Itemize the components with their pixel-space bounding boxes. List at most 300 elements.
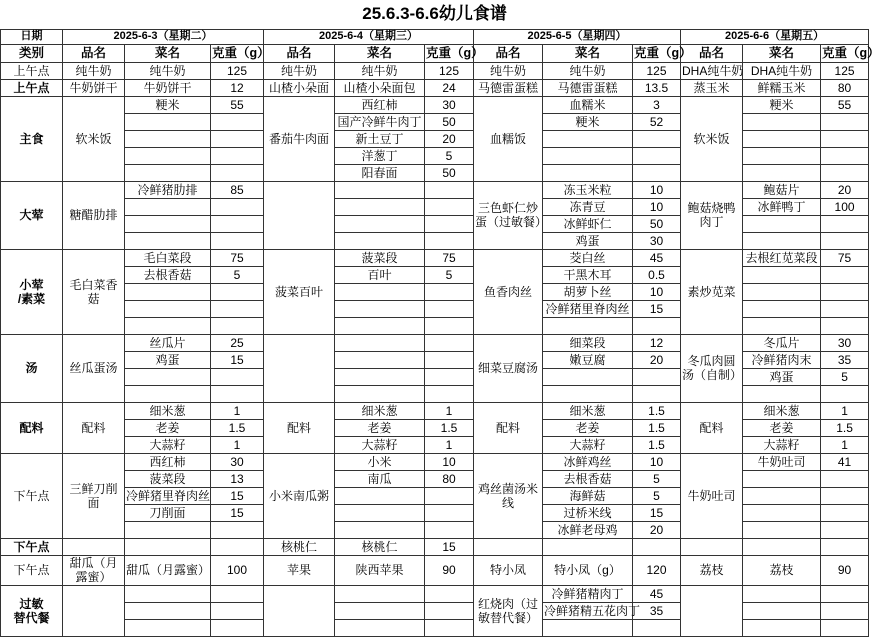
ingredient-cell: 冻青豆 [543,198,633,215]
weight-cell [211,368,264,385]
dish-cell: 牛奶饼干 [63,79,125,96]
weight-cell: 100 [821,198,869,215]
category-cell: 上午点 [1,62,63,79]
category-cell: 小荤 /素菜 [1,249,63,334]
ingredient-cell [125,164,211,181]
dish-cell: 核桃仁 [264,538,335,555]
weight-cell [821,130,869,147]
category-cell: 配料 [1,402,63,453]
page-title: 25.6.3-6.6幼儿食谱 [362,4,507,24]
weight-cell: 13 [211,470,264,487]
ingredient-cell: 胡萝卜丝 [543,283,633,300]
ingredient-cell [543,147,633,164]
ingredient-cell [743,215,821,232]
weight-cell: 50 [633,215,681,232]
dish-cell: 三色虾仁炒蛋（过敏餐） [474,181,543,249]
ingredient-cell: 细菜段 [543,334,633,351]
ingredient-cell [335,283,425,300]
ingredient-cell: 嫩豆腐 [543,351,633,368]
weight-cell [211,317,264,334]
ingredient-header: 菜名 [335,44,425,62]
weight-cell [821,470,869,487]
ingredient-cell [743,619,821,636]
ingredient-cell: 百叶 [335,266,425,283]
weight-cell: 1 [821,402,869,419]
ingredient-cell: 干黑木耳 [543,266,633,283]
ingredient-cell [743,232,821,249]
weight-cell [211,602,264,619]
weight-cell: 13.5 [633,79,681,96]
dish-cell: 甜瓜（月露蜜） [63,555,125,585]
menu-body [1,62,869,636]
ingredient-cell: 粳米 [543,113,633,130]
weight-cell: 100 [211,555,264,585]
category-cell: 下午点 [1,538,63,555]
category-cell: 主食 [1,96,63,181]
title-row [1,0,869,29]
ingredient-cell [543,130,633,147]
weight-cell: 90 [821,555,869,585]
weight-cell: 1 [821,436,869,453]
ingredient-cell: 冰鲜老母鸡 [543,521,633,538]
dish-header: 品名 [63,44,125,62]
ingredient-cell [543,368,633,385]
weight-cell: 80 [821,79,869,96]
ingredient-cell: 冰鲜鸭丁 [743,198,821,215]
ingredient-cell [743,385,821,402]
weight-cell: 125 [211,62,264,79]
dish-cell: 纯牛奶 [63,62,125,79]
weight-cell [821,147,869,164]
dish-cell: 马德雷蛋糕 [474,79,543,96]
ingredient-cell [543,317,633,334]
weight-cell: 30 [211,453,264,470]
dish-cell: 菠菜百叶 [264,249,335,334]
weight-cell: 10 [633,198,681,215]
weight-cell [633,164,681,181]
dish-cell [63,585,125,636]
weight-header: 克重（g） [426,46,484,60]
weight-cell: 50 [425,164,474,181]
dish-cell [264,334,335,402]
ingredient-cell: 去根香菇 [543,470,633,487]
category-cell: 下午点 [1,555,63,585]
menu-row [1,79,869,96]
weight-cell [425,317,474,334]
weight-cell: 50 [425,113,474,130]
ingredient-cell: 陕西苹果 [335,555,425,585]
ingredient-cell: 冷鲜猪里脊肉丝 [543,300,633,317]
ingredient-cell [543,619,633,636]
weight-cell [821,585,869,602]
dish-cell: 鲍菇烧鸭肉丁 [681,181,743,249]
weight-cell [211,164,264,181]
weight-cell [211,147,264,164]
weight-cell [821,164,869,181]
weight-cell [425,181,474,198]
weight-cell: 10 [633,453,681,470]
weight-cell: 20 [821,181,869,198]
ingredient-cell: 鲍菇片 [743,181,821,198]
weight-cell [821,538,869,555]
ingredient-cell: 粳米 [743,96,821,113]
dish-cell: 冬瓜肉圆汤（自制） [681,334,743,402]
weight-cell: 1 [425,402,474,419]
weight-cell [425,368,474,385]
dish-header: 品名 [264,44,335,62]
weight-cell [211,619,264,636]
menu-row [1,96,869,113]
weight-cell: 15 [211,351,264,368]
weight-cell: 1.5 [633,419,681,436]
dish-cell: 红烧肉（过敏替代餐） [474,585,543,636]
weight-cell: 85 [211,181,264,198]
weight-header: 克重（g） [822,46,880,60]
weight-cell [821,266,869,283]
menu-row [1,62,869,79]
ingredient-cell [743,538,821,555]
weight-cell [211,283,264,300]
date-label: 日期 [1,29,63,44]
weight-cell [633,317,681,334]
weight-cell: 15 [425,538,474,555]
weight-cell: 45 [633,585,681,602]
ingredient-cell [335,521,425,538]
dish-cell: 糖醋肋排 [63,181,125,249]
ingredient-cell [743,113,821,130]
ingredient-cell: 毛白菜段 [125,249,211,266]
date-header-thu: 2025-6-5（星期四） [474,29,681,44]
ingredient-cell: 西红柿 [335,96,425,113]
ingredient-cell: 荔枝 [743,555,821,585]
ingredient-cell: 去根香菇 [125,266,211,283]
weight-cell: 1 [211,402,264,419]
dish-cell: 血糯饭 [474,96,543,181]
category-header: 类别 [1,44,63,62]
ingredient-cell [743,602,821,619]
ingredient-cell: 菠菜段 [335,249,425,266]
ingredient-cell: 冰鲜虾仁 [543,215,633,232]
weight-cell: 75 [821,249,869,266]
ingredient-cell: 纯牛奶 [543,62,633,79]
weight-cell [633,130,681,147]
ingredient-cell [125,538,211,555]
dish-cell: 毛白菜香菇 [63,249,125,334]
category-cell: 过敏 替代餐 [1,585,63,636]
weight-cell: 55 [211,96,264,113]
ingredient-cell [125,130,211,147]
ingredient-cell: 新土豆丁 [335,130,425,147]
ingredient-cell [335,619,425,636]
ingredient-cell [743,300,821,317]
dish-cell [63,538,125,555]
dish-header: 品名 [474,44,543,62]
ingredient-cell: 冻玉米粒 [543,181,633,198]
ingredient-header: 菜名 [543,44,633,62]
weight-cell [633,147,681,164]
ingredient-cell: 纯牛奶 [335,62,425,79]
ingredient-cell: 冷鲜猪精肉丁 [543,585,633,602]
weight-cell [633,619,681,636]
weight-cell: 15 [633,300,681,317]
weight-header: 克重（g） [634,46,692,60]
dish-cell [264,585,335,636]
weight-cell: 35 [633,602,681,619]
ingredient-cell: 大蒜籽 [125,436,211,453]
weight-cell [821,232,869,249]
weight-cell [425,487,474,504]
weight-cell [211,113,264,130]
date-header-tue: 2025-6-3（星期二） [63,29,264,44]
weight-cell [211,130,264,147]
ingredient-cell [125,317,211,334]
ingredient-cell: 鲜糯玉米 [743,79,821,96]
ingredient-cell [543,538,633,555]
weight-cell [211,232,264,249]
weight-cell: 30 [633,232,681,249]
ingredient-cell [335,198,425,215]
dish-header: 品名 [681,44,743,62]
weight-header: 克重（g） [212,46,270,60]
date-row [1,29,869,44]
weight-cell: 10 [633,181,681,198]
weight-cell [821,504,869,521]
weight-cell: 5 [425,266,474,283]
dish-cell: 三鲜刀削面 [63,453,125,538]
dish-cell: 鸡丝菌汤米线 [474,453,543,538]
dish-cell: 番茄牛肉面 [264,96,335,181]
ingredient-cell [335,504,425,521]
ingredient-cell [543,385,633,402]
weight-cell [425,215,474,232]
weight-cell: 41 [821,453,869,470]
dish-cell [681,585,743,636]
weight-cell: 1.5 [425,419,474,436]
weight-cell [425,585,474,602]
ingredient-cell [335,334,425,351]
weight-cell [821,487,869,504]
ingredient-cell [743,521,821,538]
ingredient-cell [743,470,821,487]
weight-cell [821,317,869,334]
ingredient-header: 菜名 [125,44,211,62]
weight-cell: 24 [425,79,474,96]
ingredient-cell: 牛奶饼干 [125,79,211,96]
dish-cell: 配料 [474,402,543,453]
ingredient-cell [335,351,425,368]
weight-cell [821,521,869,538]
weight-cell: 80 [425,470,474,487]
dish-cell [681,538,743,555]
weight-cell: 15 [633,504,681,521]
dish-cell: 特小凤 [474,555,543,585]
dish-cell: 纯牛奶 [264,62,335,79]
menu-row [1,453,869,470]
weight-cell: 5 [633,470,681,487]
ingredient-cell: 丝瓜片 [125,334,211,351]
weight-cell [425,283,474,300]
ingredient-cell: 冷鲜猪肋排 [125,181,211,198]
dish-cell: 软米饭 [681,96,743,181]
dish-cell: 小米南瓜粥 [264,453,335,538]
ingredient-cell [743,147,821,164]
ingredient-cell: 洋葱丁 [335,147,425,164]
ingredient-cell: 过桥米线 [543,504,633,521]
menu-row [1,555,869,585]
ingredient-cell [743,504,821,521]
ingredient-cell: 细米葱 [743,402,821,419]
ingredient-cell: 冰鲜鸡丝 [543,453,633,470]
ingredient-cell: 鸡蛋 [125,351,211,368]
ingredient-cell: 血糯米 [543,96,633,113]
weight-cell: 55 [821,96,869,113]
ingredient-cell [125,585,211,602]
ingredient-cell: 大蒜籽 [543,436,633,453]
weight-cell: 1.5 [633,402,681,419]
ingredient-cell [125,619,211,636]
ingredient-cell: 细米葱 [543,402,633,419]
ingredient-cell: 牛奶吐司 [743,453,821,470]
ingredient-cell: 特小凤（g） [543,555,633,585]
weight-cell: 20 [633,521,681,538]
weight-cell [425,232,474,249]
ingredient-cell [125,602,211,619]
weight-cell [211,538,264,555]
ingredient-cell: 大蒜籽 [335,436,425,453]
ingredient-cell: 阳春面 [335,164,425,181]
ingredient-cell: 去根红苋菜段 [743,249,821,266]
weight-cell: 15 [211,504,264,521]
ingredient-cell: 鸡蛋 [543,232,633,249]
weight-cell [821,113,869,130]
ingredient-cell: 马德雷蛋糕 [543,79,633,96]
ingredient-cell: 菠菜段 [125,470,211,487]
dish-cell: 配料 [63,402,125,453]
weight-cell [633,368,681,385]
ingredient-cell [335,215,425,232]
ingredient-cell [125,147,211,164]
category-cell: 上午点 [1,79,63,96]
weight-cell: 1 [211,436,264,453]
dish-cell: 山楂小朵面 [264,79,335,96]
ingredient-cell: 纯牛奶 [125,62,211,79]
ingredient-cell [335,602,425,619]
category-cell: 大荤 [1,181,63,249]
weight-cell: 25 [211,334,264,351]
dish-cell: 素炒苋菜 [681,249,743,334]
ingredient-cell: 小米 [335,453,425,470]
dish-cell: 牛奶吐司 [681,453,743,538]
weight-cell [821,602,869,619]
ingredient-cell [125,385,211,402]
ingredient-cell: 南瓜 [335,470,425,487]
weight-cell: 15 [211,487,264,504]
ingredient-cell: 粳米 [125,96,211,113]
dish-cell: 细菜豆腐汤 [474,334,543,402]
weight-cell [425,504,474,521]
weight-cell: 30 [821,334,869,351]
ingredient-cell [335,368,425,385]
ingredient-cell: 山楂小朵面包 [335,79,425,96]
weight-cell [633,385,681,402]
weight-cell: 20 [425,130,474,147]
menu-row [1,585,869,602]
date-header-fri: 2025-6-6（星期五） [681,29,869,44]
ingredient-cell: 西红柿 [125,453,211,470]
dish-cell: 荔枝 [681,555,743,585]
weight-cell [425,198,474,215]
weight-cell: 5 [211,266,264,283]
weight-cell [211,385,264,402]
ingredient-cell [743,130,821,147]
weight-cell [211,215,264,232]
ingredient-cell: 茭白丝 [543,249,633,266]
dish-cell: 配料 [264,402,335,453]
ingredient-cell [743,164,821,181]
ingredient-cell: DHA纯牛奶 [743,62,821,79]
weight-cell [425,521,474,538]
weight-cell: 125 [633,62,681,79]
column-header-row [1,44,869,62]
weight-cell [425,385,474,402]
weight-cell [211,585,264,602]
weight-cell: 5 [633,487,681,504]
ingredient-cell: 冬瓜片 [743,334,821,351]
dish-cell [474,538,543,555]
weight-cell: 5 [821,368,869,385]
weight-cell [425,334,474,351]
ingredient-cell [743,585,821,602]
ingredient-cell [125,198,211,215]
weight-cell [821,385,869,402]
dish-cell: 苹果 [264,555,335,585]
ingredient-cell: 甜瓜（月露蜜） [125,555,211,585]
ingredient-cell [335,487,425,504]
ingredient-cell: 海鲜菇 [543,487,633,504]
weight-cell: 1.5 [211,419,264,436]
ingredient-cell [543,164,633,181]
dish-cell: DHA纯牛奶 [682,63,744,78]
menu-row [1,181,869,198]
weight-cell [211,198,264,215]
ingredient-cell [125,283,211,300]
ingredient-cell [335,585,425,602]
menu-row [1,249,869,266]
weight-cell [821,619,869,636]
date-header-wed: 2025-6-4（星期三） [264,29,474,44]
weight-cell: 5 [425,147,474,164]
weight-cell [633,538,681,555]
category-cell: 下午点 [1,453,63,538]
ingredient-cell: 老姜 [743,419,821,436]
ingredient-cell: 老姜 [125,419,211,436]
weight-cell: 30 [425,96,474,113]
weight-cell: 45 [633,249,681,266]
dish-cell: 配料 [681,402,743,453]
ingredient-cell [125,300,211,317]
dish-cell: 蒸玉米 [681,79,743,96]
ingredient-cell [743,317,821,334]
ingredient-cell: 核桃仁 [335,538,425,555]
weight-cell: 1.5 [633,436,681,453]
weight-cell: 90 [425,555,474,585]
weight-cell: 12 [633,334,681,351]
weight-cell [211,521,264,538]
dish-cell [264,181,335,249]
ingredient-cell: 大蒜籽 [743,436,821,453]
ingredient-cell: 细米葱 [335,402,425,419]
ingredient-cell [743,266,821,283]
